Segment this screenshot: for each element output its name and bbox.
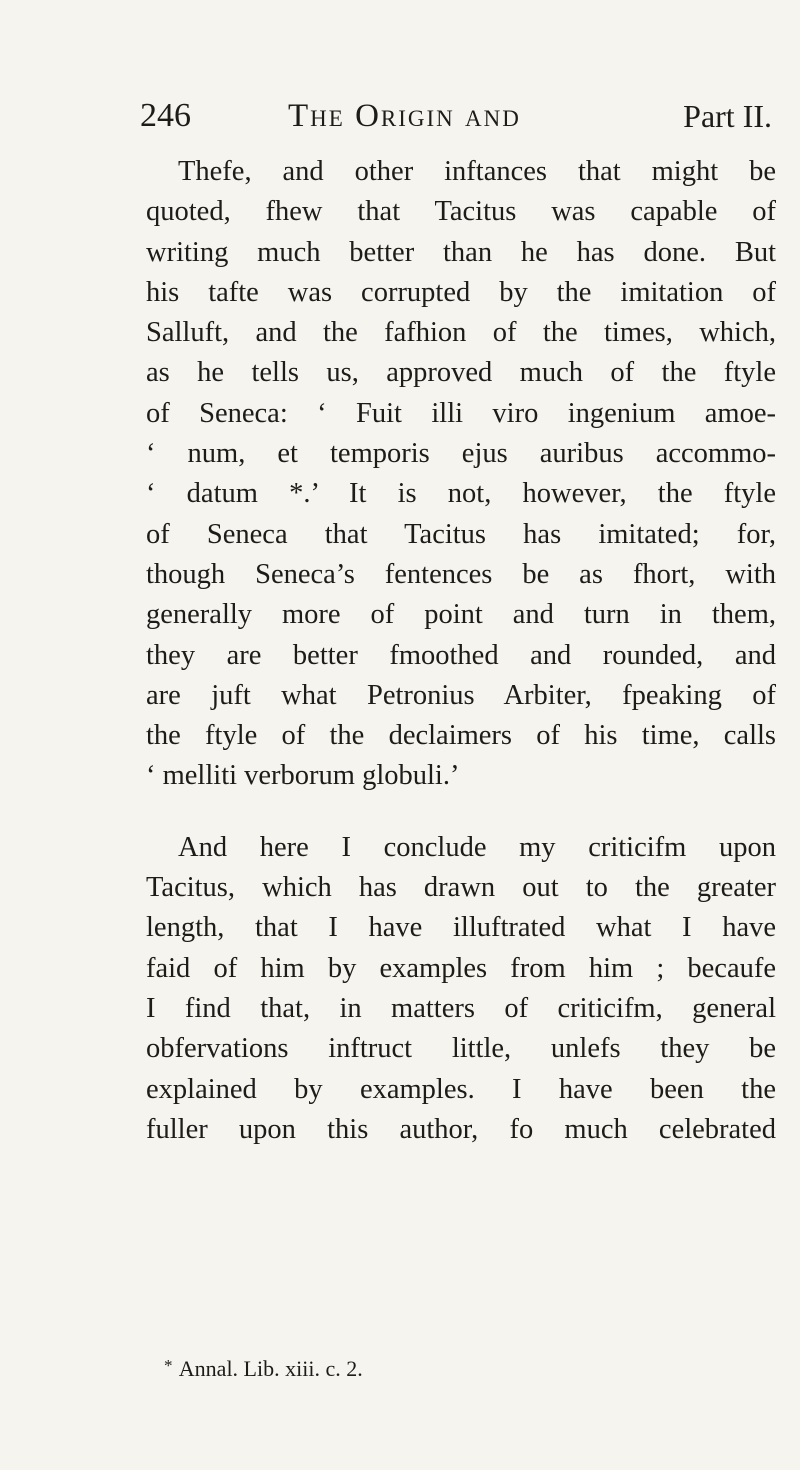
- text-line: though Seneca’s fentences be as fhort, with: [146, 558, 776, 590]
- paragraph-1: [146, 152, 776, 797]
- text-line: writing much better than he has done. But: [146, 236, 776, 268]
- text-line: generally more of point and turn in them,: [146, 599, 776, 631]
- text-line: Salluft, and the fafhion of the times, which,: [146, 317, 776, 349]
- text-line: fuller upon this author, fo much celebrated: [146, 1113, 776, 1145]
- text-line: explained by examples. I have been the: [146, 1073, 776, 1105]
- part-label: Part II.: [683, 98, 772, 134]
- paragraph-2: [146, 828, 776, 1150]
- text-line: faid of him by examples from him ; becaufe: [146, 952, 776, 984]
- paragraph-gap: [146, 797, 776, 828]
- text-line: the ftyle of the declaimers of his time, calls: [146, 720, 776, 752]
- text-line: quoted, fhew that Tacitus was capable of: [146, 196, 776, 228]
- running-head: [140, 96, 772, 146]
- text-line: ‘ melliti verborum globuli.’: [146, 760, 460, 792]
- text-line: ‘ num, et temporis ejus auribus accommo-: [146, 438, 776, 470]
- body-text: [146, 152, 776, 1150]
- text-line: ‘ datum *.’ It is not, however, the ftyle: [146, 478, 776, 510]
- text-line: of Seneca: ‘ Fuit illi viro ingenium amoe-: [146, 397, 776, 429]
- text-line: are juft what Petronius Arbiter, fpeaking of: [146, 679, 776, 711]
- text-line: they are better fmoothed and rounded, and: [146, 639, 776, 671]
- text-line: his tafte was corrupted by the imitation of: [146, 276, 776, 308]
- text-line: as he tells us, approved much of the ftyle: [146, 357, 776, 389]
- running-title: The Origin and: [288, 98, 521, 134]
- text-line: Thefe, and other inftances that might be: [178, 156, 776, 187]
- text-line: I find that, in matters of criticifm, general: [146, 992, 776, 1024]
- page-number: 246: [140, 97, 191, 134]
- text-line: of Seneca that Tacitus has imitated; for,: [146, 518, 776, 550]
- text-line: obfervations inftruct little, unlefs they be: [146, 1033, 776, 1065]
- text-line: And here I conclude my criticifm upon: [178, 831, 776, 863]
- footnote-text: Annal. Lib. xiii. c. 2.: [178, 1356, 363, 1381]
- footnote-mark: *: [164, 1356, 173, 1375]
- footnote: [164, 1352, 363, 1383]
- text-line: Tacitus, which has drawn out to the greater: [146, 872, 776, 904]
- text-line: length, that I have illuftrated what I have: [146, 912, 776, 944]
